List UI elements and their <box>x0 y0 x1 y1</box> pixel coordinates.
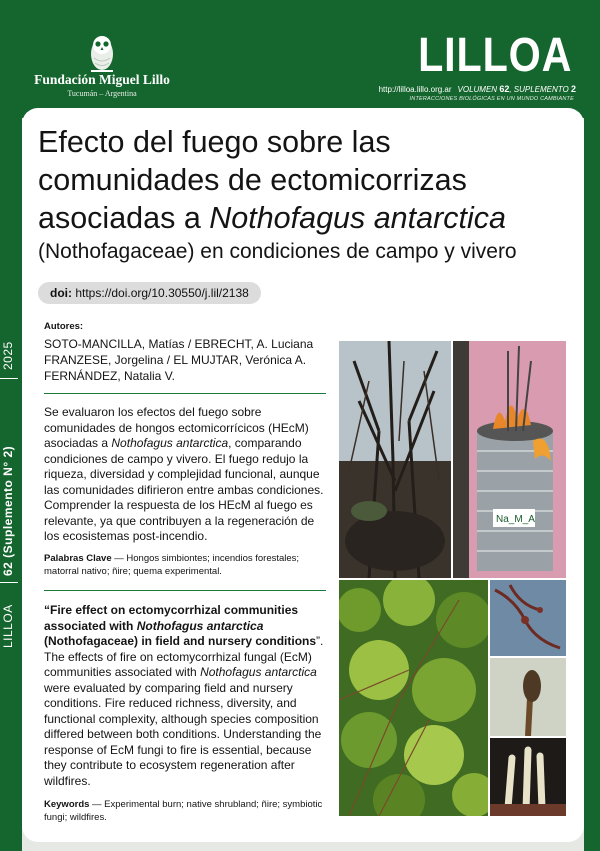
journal-url[interactable]: http://lilloa.lillo.org.ar <box>378 85 452 94</box>
volume-number: 62 <box>499 84 510 94</box>
keywords-es <box>44 552 326 578</box>
side-divider <box>0 378 18 379</box>
title-line: comunidades de ectomicorrizas <box>38 163 467 197</box>
keywords-label: Keywords <box>44 799 90 810</box>
species-name: Nothofagus antarctica <box>200 665 317 679</box>
abstract-text: The effects of fire on ectomycorrhizal fungal (EcM) communities associated with <box>44 649 312 679</box>
volume-line <box>379 84 576 94</box>
author-line: SOTO-MANCILLA, Matías / EBRECHT, A. Luciana <box>44 337 314 351</box>
supplement-number: 2 <box>570 84 576 94</box>
doi-badge[interactable] <box>38 282 261 304</box>
photo-burning-can <box>453 341 566 578</box>
keywords-en <box>44 798 326 824</box>
side-journal: LILLOA <box>1 604 15 648</box>
authors-heading: Autores: <box>44 321 84 332</box>
photo-burned-shrubland <box>339 341 451 578</box>
english-title-text: “Fire effect on ectomycorrhizal communities associated with <box>44 603 299 633</box>
photo-ectomycorrhiza-tip <box>490 658 566 736</box>
article-subtitle: (Nothofagaceae) en condiciones de campo y vivero <box>38 240 517 263</box>
photo-root-tips <box>490 580 566 656</box>
journal-logo: LILLOA <box>417 29 572 82</box>
abstract-es <box>44 405 326 545</box>
owl-logo-icon <box>85 30 119 74</box>
section-divider <box>44 590 326 591</box>
author-line: FRANZESE, Jorgelina / EL MUJTAR, Verónica A. <box>44 353 307 367</box>
side-issue: 62 (Suplemento N° 2) <box>1 445 15 576</box>
keywords-label: Palabras Clave <box>44 553 112 564</box>
abstract-text: , comparando condiciones de campo y vivero. El fuego redujo la riqueza, diversidad y complejidad funcional, aunque las comunidades difirieron entre ambas condiciones. Comprender la respuesta de los HEcM al fuego es relevante, ya que contribuyen a la regeneración de los ecosistemas post-incendio. <box>44 436 324 543</box>
english-title-end: ”. <box>316 634 324 648</box>
side-year: 2025 <box>1 341 15 370</box>
species-name: Nothofagus antarctica <box>136 618 264 633</box>
foundation-location: Tucumán – Argentina <box>67 89 137 98</box>
authors-list <box>44 336 326 384</box>
section-divider <box>44 393 326 394</box>
doi-label: doi: <box>50 286 72 300</box>
abstract-text: were evaluated by comparing field and nursery conditions. Fire reduced richness, diversity, and functional complexity, although species composition differed between both conditions. Understanding the response of EcM fungi to fire is essential, because they contribute to ecosystem regeneration after wildfires. <box>44 680 322 788</box>
english-title <box>44 603 316 648</box>
side-divider <box>0 582 18 583</box>
title-species: Nothofagus antarctica <box>209 201 506 235</box>
photo-green-shrub <box>339 580 488 816</box>
keywords-text: — Hongos simbiontes; incendios forestales; matorral nativo; ñire; quema experimental. <box>44 553 300 577</box>
abstract-en <box>44 603 326 789</box>
keywords-text: — Experimental burn; native shrubland; ñire; symbiotic fungi; wildfires. <box>44 799 323 823</box>
photo-fungal-mantle <box>490 738 566 816</box>
species-name: Nothofagus antarctica <box>111 436 229 450</box>
volume-label: VOLUMEN <box>457 85 498 94</box>
english-title-text: (Nothofagaceae) in field and nursery conditions <box>44 634 317 648</box>
doi-link[interactable]: https://doi.org/10.30550/j.lil/2138 <box>75 286 249 300</box>
title-line: asociadas a <box>38 201 210 235</box>
author-line: FERNÁNDEZ, Natalia V. <box>44 369 175 383</box>
can-label: Na_M_A <box>496 514 535 525</box>
supplement-label: , SUPLEMENTO <box>509 85 569 94</box>
title-line: Efecto del fuego sobre las <box>38 125 391 159</box>
abstract-text: Se evaluaron los efectos del fuego sobre comunidades de hongos ectomicorrícicos (HEcM) asociadas a <box>44 405 309 450</box>
journal-tagline: INTERACCIONES BIOLÓGICAS EN UN MUNDO CAMBIANTE <box>409 96 574 102</box>
foundation-name: Fundación Miguel Lillo <box>34 72 170 87</box>
article-title <box>38 123 578 237</box>
